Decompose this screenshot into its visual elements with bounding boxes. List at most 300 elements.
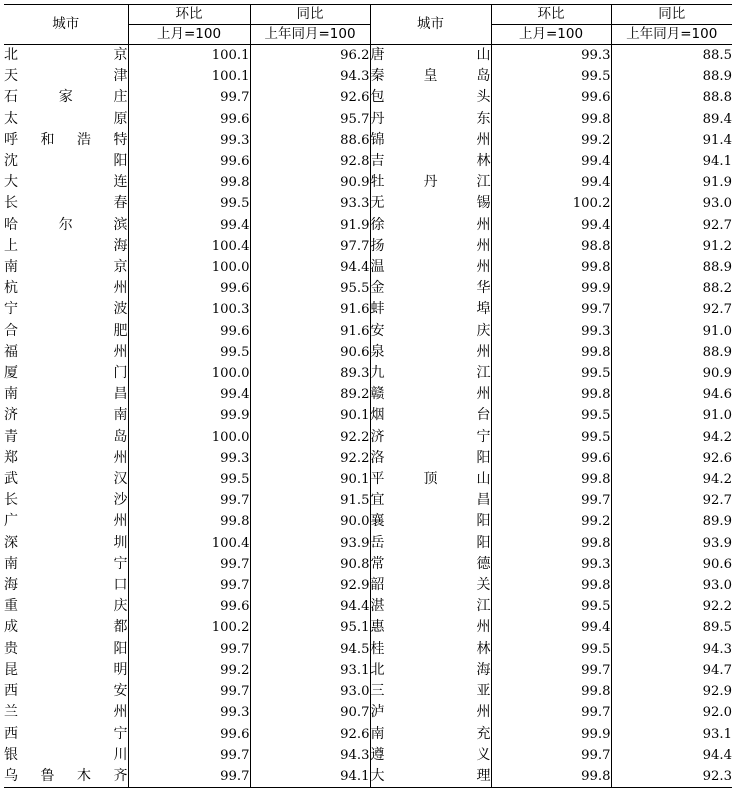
city-name: 北京 [4,47,128,63]
yoy-value-left: 95.1 [250,617,370,638]
yoy-value-left: 89.3 [250,363,370,384]
city-cell-left [4,193,128,214]
city-cell-right [370,427,491,448]
city-name: 大连 [4,174,128,191]
city-cell-right [370,45,491,67]
mom-value-left: 99.4 [128,215,250,236]
mom-value-right: 99.8 [491,766,611,788]
table-row [4,130,732,151]
mom-value-right: 99.8 [491,342,611,363]
city-cell-left [4,384,128,405]
yoy-header-left: 同比 [250,5,370,25]
city-cell-right [370,469,491,490]
yoy-value-right: 88.5 [611,45,732,67]
city-cell-right [370,554,491,575]
mom-value-left: 99.5 [128,342,250,363]
city-cell-left [4,745,128,766]
mom-value-left: 99.6 [128,321,250,342]
city-name: 西安 [4,683,128,700]
city-cell-left [4,363,128,384]
city-cell-right [370,109,491,130]
yoy-value-right: 92.7 [611,215,732,236]
city-name: 银川 [4,746,128,763]
mom-header-left: 环比 [128,5,250,25]
yoy-value-right: 91.0 [611,321,732,342]
mom-value-left: 99.5 [128,193,250,214]
yoy-value-right: 90.6 [611,554,732,575]
city-name: 泉州 [370,343,491,360]
table-row [4,109,732,130]
yoy-value-right: 93.9 [611,533,732,554]
table-body [4,45,732,788]
mom-value-left: 99.6 [128,724,250,745]
city-cell-left [4,533,128,554]
yoy-value-right: 89.9 [611,511,732,532]
yoy-value-right: 90.9 [611,363,732,384]
mom-value-right: 99.9 [491,278,611,299]
city-cell-right [370,617,491,638]
mom-value-left: 99.3 [128,448,250,469]
mom-value-left: 99.7 [128,745,250,766]
yoy-value-right: 93.0 [611,193,732,214]
yoy-value-right: 92.0 [611,702,732,723]
city-cell-right [370,342,491,363]
city-name: 济宁 [370,428,491,445]
city-cell-right [370,87,491,108]
city-name: 蚌埠 [370,301,491,318]
mom-value-left: 100.2 [128,617,250,638]
yoy-base-left: 上年同月=100 [250,25,370,45]
city-name: 宜昌 [370,492,491,509]
table-row [4,575,732,596]
mom-value-left: 100.0 [128,257,250,278]
city-cell-left [4,172,128,193]
city-name: 惠州 [370,619,491,636]
table-row [4,257,732,278]
mom-value-right: 99.4 [491,617,611,638]
city-name: 烟台 [370,407,491,424]
city-name: 赣州 [370,386,491,403]
mom-base-left: 上月=100 [128,25,250,45]
mom-value-right: 99.5 [491,427,611,448]
yoy-value-left: 91.6 [250,299,370,320]
yoy-value-right: 94.3 [611,639,732,660]
yoy-value-left: 92.2 [250,448,370,469]
mom-value-left: 100.0 [128,427,250,448]
city-name: 石家庄 [4,89,128,106]
city-cell-left [4,490,128,511]
mom-value-left: 99.6 [128,109,250,130]
yoy-value-left: 94.5 [250,639,370,660]
city-cell-right [370,66,491,87]
mom-value-right: 99.5 [491,596,611,617]
yoy-value-left: 94.4 [250,596,370,617]
mom-value-left: 100.4 [128,236,250,257]
city-cell-left [4,511,128,532]
yoy-value-left: 93.1 [250,660,370,681]
yoy-value-left: 91.9 [250,215,370,236]
city-name: 西宁 [4,725,128,742]
table-header [4,5,732,45]
city-cell-right [370,257,491,278]
table-row [4,45,732,67]
city-name: 秦皇岛 [370,68,491,85]
city-cell-right [370,130,491,151]
mom-value-left: 99.5 [128,469,250,490]
city-name: 南充 [370,725,491,742]
table-row [4,363,732,384]
city-cell-right [370,193,491,214]
yoy-value-left: 93.3 [250,193,370,214]
yoy-value-left: 91.6 [250,321,370,342]
table-row [4,681,732,702]
city-name: 平顶山 [370,471,491,488]
city-name: 呼和浩特 [4,131,128,148]
city-cell-left [4,236,128,257]
city-cell-right [370,363,491,384]
table-row [4,384,732,405]
city-cell-right [370,321,491,342]
mom-value-left: 99.6 [128,596,250,617]
yoy-value-right: 94.4 [611,745,732,766]
table-row [4,617,732,638]
city-cell-left [4,321,128,342]
yoy-value-right: 92.7 [611,299,732,320]
mom-value-left: 100.0 [128,363,250,384]
mom-value-left: 99.7 [128,554,250,575]
table-row [4,554,732,575]
city-name: 无锡 [370,195,491,212]
city-name: 三亚 [370,683,491,700]
mom-value-right: 99.8 [491,681,611,702]
table-row [4,151,732,172]
yoy-value-left: 90.1 [250,469,370,490]
city-name: 北海 [370,661,491,678]
mom-value-right: 99.8 [491,469,611,490]
city-header-left: 城市 [4,5,128,45]
table-row [4,427,732,448]
city-name: 深圳 [4,534,128,551]
mom-value-right: 99.4 [491,172,611,193]
city-cell-right [370,172,491,193]
city-cell-right [370,511,491,532]
mom-value-left: 99.8 [128,511,250,532]
city-name: 武汉 [4,471,128,488]
city-name: 郑州 [4,449,128,466]
yoy-value-left: 95.5 [250,278,370,299]
city-cell-left [4,448,128,469]
mom-value-right: 99.7 [491,745,611,766]
yoy-base-right: 上年同月=100 [611,25,732,45]
city-cell-left [4,702,128,723]
mom-value-left: 99.8 [128,172,250,193]
mom-value-right: 99.3 [491,321,611,342]
table-row [4,533,732,554]
table-row [4,639,732,660]
mom-value-right: 99.4 [491,151,611,172]
city-name: 长春 [4,195,128,212]
yoy-value-left: 90.8 [250,554,370,575]
city-header-right: 城市 [370,5,491,45]
city-name: 天津 [4,68,128,85]
city-name: 九江 [370,365,491,382]
city-name: 上海 [4,237,128,254]
yoy-value-left: 88.6 [250,130,370,151]
city-cell-left [4,215,128,236]
mom-value-left: 100.1 [128,66,250,87]
yoy-value-right: 88.9 [611,66,732,87]
city-name: 宁波 [4,301,128,318]
city-name: 韶关 [370,577,491,594]
yoy-value-right: 92.2 [611,596,732,617]
city-cell-left [4,660,128,681]
yoy-value-left: 92.6 [250,87,370,108]
mom-value-right: 99.5 [491,363,611,384]
city-name: 长沙 [4,492,128,509]
yoy-value-left: 90.7 [250,702,370,723]
city-name: 沈阳 [4,153,128,170]
mom-value-right: 99.2 [491,511,611,532]
mom-value-right: 99.7 [491,702,611,723]
city-name: 遵义 [370,746,491,763]
yoy-value-left: 95.7 [250,109,370,130]
city-name: 湛江 [370,598,491,615]
mom-value-left: 99.3 [128,702,250,723]
mom-value-left: 99.7 [128,490,250,511]
mom-value-right: 99.3 [491,45,611,67]
city-cell-right [370,596,491,617]
mom-value-right: 99.5 [491,405,611,426]
city-cell-left [4,554,128,575]
table-row [4,490,732,511]
city-cell-left [4,109,128,130]
city-name: 唐山 [370,47,491,63]
city-cell-left [4,681,128,702]
yoy-value-left: 94.3 [250,66,370,87]
city-cell-left [4,87,128,108]
yoy-value-left: 92.8 [250,151,370,172]
yoy-value-left: 93.9 [250,533,370,554]
city-name: 徐州 [370,216,491,233]
table-row [4,66,732,87]
yoy-value-right: 92.6 [611,448,732,469]
yoy-value-right: 93.1 [611,724,732,745]
yoy-header-right: 同比 [611,5,732,25]
mom-value-right: 99.8 [491,575,611,596]
city-name: 泸州 [370,704,491,721]
price-index-table [4,4,732,788]
city-name: 温州 [370,259,491,276]
mom-value-left: 99.2 [128,660,250,681]
city-cell-left [4,278,128,299]
city-name: 洛阳 [370,449,491,466]
city-name: 安庆 [370,322,491,339]
mom-value-right: 99.5 [491,66,611,87]
mom-value-right: 99.4 [491,215,611,236]
city-cell-left [4,405,128,426]
yoy-value-left: 93.0 [250,681,370,702]
table-row [4,724,732,745]
city-cell-right [370,384,491,405]
yoy-value-left: 90.6 [250,342,370,363]
yoy-value-right: 91.0 [611,405,732,426]
city-cell-right [370,533,491,554]
mom-value-right: 99.7 [491,660,611,681]
mom-value-left: 99.6 [128,278,250,299]
yoy-value-left: 90.0 [250,511,370,532]
mom-value-right: 99.8 [491,257,611,278]
city-name: 南京 [4,259,128,276]
mom-value-left: 99.7 [128,766,250,788]
table-row [4,660,732,681]
yoy-value-left: 91.5 [250,490,370,511]
mom-value-left: 99.6 [128,151,250,172]
city-name: 大理 [370,767,491,784]
mom-value-right: 98.8 [491,236,611,257]
table-row [4,342,732,363]
yoy-value-right: 93.0 [611,575,732,596]
yoy-value-right: 88.9 [611,257,732,278]
table-row [4,405,732,426]
table-row [4,236,732,257]
city-name: 乌鲁木齐 [4,767,128,784]
city-name: 锦州 [370,131,491,148]
mom-value-right: 99.3 [491,554,611,575]
city-cell-right [370,702,491,723]
mom-value-right: 99.8 [491,533,611,554]
yoy-value-right: 92.3 [611,766,732,788]
yoy-value-right: 92.9 [611,681,732,702]
table-row [4,321,732,342]
city-cell-left [4,257,128,278]
mom-value-right: 99.9 [491,724,611,745]
mom-value-right: 99.5 [491,639,611,660]
city-cell-right [370,639,491,660]
yoy-value-left: 94.4 [250,257,370,278]
city-name: 广州 [4,513,128,530]
mom-value-left: 99.7 [128,87,250,108]
table-row [4,172,732,193]
yoy-value-right: 94.2 [611,469,732,490]
yoy-value-right: 88.9 [611,342,732,363]
table-row [4,469,732,490]
yoy-value-right: 91.4 [611,130,732,151]
table-row [4,215,732,236]
city-name: 南宁 [4,555,128,572]
yoy-value-left: 92.2 [250,427,370,448]
mom-value-left: 100.1 [128,45,250,67]
city-name: 贵阳 [4,640,128,657]
city-name: 成都 [4,619,128,636]
yoy-value-left: 92.6 [250,724,370,745]
table-row [4,766,732,788]
mom-value-left: 99.3 [128,130,250,151]
city-name: 常德 [370,555,491,572]
table-row [4,278,732,299]
city-name: 海口 [4,577,128,594]
yoy-value-right: 94.2 [611,427,732,448]
yoy-value-left: 92.9 [250,575,370,596]
table-row [4,299,732,320]
city-name: 合肥 [4,322,128,339]
city-name: 昆明 [4,661,128,678]
city-cell-left [4,639,128,660]
table-row [4,448,732,469]
yoy-value-left: 97.7 [250,236,370,257]
yoy-value-left: 89.2 [250,384,370,405]
city-name: 南昌 [4,386,128,403]
city-cell-left [4,45,128,67]
city-cell-right [370,575,491,596]
yoy-value-left: 94.3 [250,745,370,766]
city-cell-right [370,681,491,702]
mom-value-right: 99.2 [491,130,611,151]
city-cell-left [4,427,128,448]
yoy-value-right: 88.8 [611,87,732,108]
city-cell-left [4,617,128,638]
mom-value-right: 99.7 [491,490,611,511]
city-name: 扬州 [370,237,491,254]
city-cell-left [4,299,128,320]
mom-header-right: 环比 [491,5,611,25]
yoy-value-right: 92.7 [611,490,732,511]
city-cell-left [4,66,128,87]
mom-base-right: 上月=100 [491,25,611,45]
city-cell-right [370,215,491,236]
city-name: 福州 [4,343,128,360]
city-name: 吉林 [370,153,491,170]
city-name: 太原 [4,110,128,127]
city-cell-right [370,745,491,766]
city-cell-left [4,575,128,596]
city-name: 桂林 [370,640,491,657]
mom-value-right: 99.8 [491,109,611,130]
mom-value-left: 100.4 [128,533,250,554]
mom-value-left: 100.3 [128,299,250,320]
table-row [4,745,732,766]
city-name: 兰州 [4,704,128,721]
city-cell-left [4,151,128,172]
city-cell-right [370,405,491,426]
table-row [4,87,732,108]
city-cell-left [4,596,128,617]
city-name: 青岛 [4,428,128,445]
city-name: 岳阳 [370,534,491,551]
mom-value-left: 99.4 [128,384,250,405]
city-cell-left [4,130,128,151]
table-row [4,702,732,723]
yoy-value-left: 90.1 [250,405,370,426]
table-row [4,193,732,214]
mom-value-left: 99.9 [128,405,250,426]
city-cell-right [370,724,491,745]
yoy-value-right: 91.9 [611,172,732,193]
mom-value-left: 99.7 [128,575,250,596]
mom-value-right: 100.2 [491,193,611,214]
city-name: 包头 [370,89,491,106]
yoy-value-right: 89.5 [611,617,732,638]
city-cell-right [370,299,491,320]
city-cell-right [370,278,491,299]
city-name: 重庆 [4,598,128,615]
yoy-value-right: 88.2 [611,278,732,299]
city-cell-right [370,490,491,511]
city-name: 杭州 [4,280,128,297]
yoy-value-right: 91.2 [611,236,732,257]
yoy-value-left: 94.1 [250,766,370,788]
city-cell-right [370,151,491,172]
city-name: 金华 [370,280,491,297]
